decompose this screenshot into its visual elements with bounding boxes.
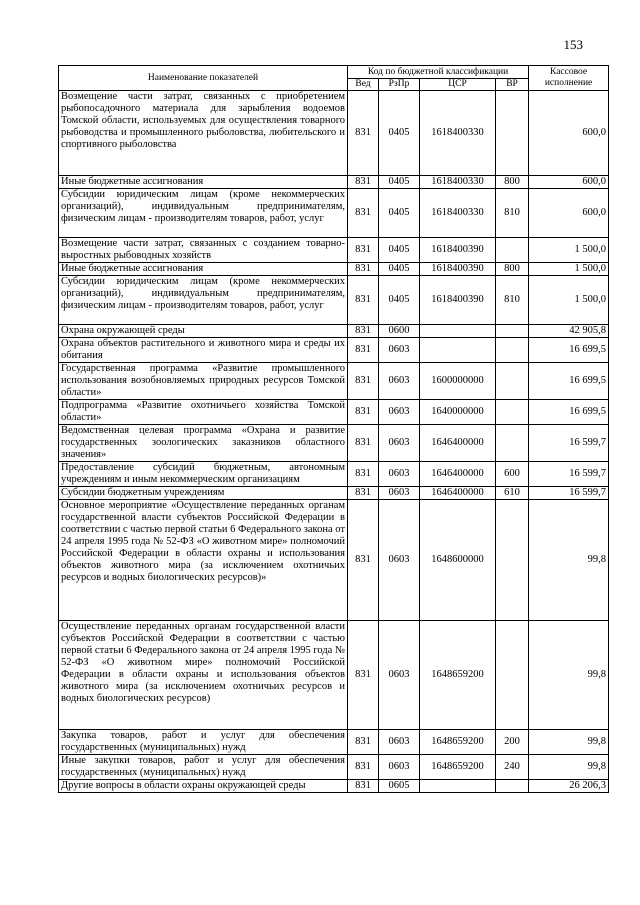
table-row	[59, 780, 609, 793]
cell-name: Субсидии юридическим лицам (кроме некоммерческих организаций), индивидуальным предпринимателям, физическим лицам - производителям товаров, работ, услуг	[59, 189, 348, 238]
cell-name: Подпрограмма «Развитие охотничьего хозяйства Томской области»	[59, 400, 348, 425]
cell-rzpr: 0603	[379, 730, 420, 755]
cell-csr: 1646400000	[420, 425, 496, 462]
cell-rzpr: 0603	[379, 487, 420, 500]
cell-vr	[496, 325, 529, 338]
cell-ved: 831	[348, 338, 379, 363]
cell-name: Иные бюджетные ассигнования	[59, 176, 348, 189]
table-row	[59, 338, 609, 363]
cell-vr	[496, 500, 529, 621]
cell-ved: 831	[348, 621, 379, 730]
cell-rzpr: 0405	[379, 263, 420, 276]
cell-amount: 600,0	[529, 189, 609, 238]
cell-amount: 99,8	[529, 730, 609, 755]
cell-vr	[496, 363, 529, 400]
cell-rzpr: 0405	[379, 176, 420, 189]
cell-csr: 1618400390	[420, 276, 496, 325]
cell-vr: 610	[496, 487, 529, 500]
header-ved: Вед	[348, 79, 379, 91]
cell-vr: 810	[496, 189, 529, 238]
cell-amount: 600,0	[529, 91, 609, 176]
cell-ved: 831	[348, 400, 379, 425]
cell-amount: 1 500,0	[529, 238, 609, 263]
cell-rzpr: 0603	[379, 500, 420, 621]
cell-name: Другие вопросы в области охраны окружающей среды	[59, 780, 348, 793]
cell-rzpr: 0405	[379, 238, 420, 263]
cell-amount: 16 699,5	[529, 363, 609, 400]
cell-csr: 1646400000	[420, 487, 496, 500]
cell-csr	[420, 325, 496, 338]
cell-ved: 831	[348, 238, 379, 263]
table-body	[59, 91, 609, 793]
cell-ved: 831	[348, 176, 379, 189]
table-row	[59, 487, 609, 500]
cell-vr	[496, 91, 529, 176]
cell-name: Закупка товаров, работ и услуг для обеспечения государственных (муниципальных) нужд	[59, 730, 348, 755]
cell-csr: 1618400330	[420, 189, 496, 238]
table-row	[59, 621, 609, 730]
cell-vr: 810	[496, 276, 529, 325]
table-row	[59, 730, 609, 755]
cell-csr: 1646400000	[420, 462, 496, 487]
cell-csr: 1618400390	[420, 263, 496, 276]
cell-rzpr: 0603	[379, 338, 420, 363]
table-row	[59, 425, 609, 462]
cell-name: Субсидии юридическим лицам (кроме некоммерческих организаций), индивидуальным предпринимателям, физическим лицам - производителям товаров, работ, услуг	[59, 276, 348, 325]
table-row	[59, 276, 609, 325]
cell-csr: 1618400330	[420, 91, 496, 176]
cell-ved: 831	[348, 462, 379, 487]
cell-amount: 16 599,7	[529, 425, 609, 462]
cell-name: Предоставление субсидий бюджетным, автономным учреждениям и иным некоммерческим организациям	[59, 462, 348, 487]
cell-amount: 16 599,7	[529, 462, 609, 487]
table-row	[59, 263, 609, 276]
cell-vr: 600	[496, 462, 529, 487]
cell-amount: 600,0	[529, 176, 609, 189]
table-row	[59, 238, 609, 263]
cell-vr	[496, 425, 529, 462]
cell-name: Охрана окружающей среды	[59, 325, 348, 338]
cell-rzpr: 0603	[379, 425, 420, 462]
cell-ved: 831	[348, 325, 379, 338]
cell-name: Субсидии бюджетным учреждениям	[59, 487, 348, 500]
cell-name: Охрана объектов растительного и животного мира и среды их обитания	[59, 338, 348, 363]
table-row	[59, 363, 609, 400]
cell-rzpr: 0603	[379, 363, 420, 400]
cell-name: Осуществление переданных органам государственной власти субъектов Российской Федерации в соответствии с частью первой статьи 6 Федерального закона от 24 апреля 1995 года № 52-ФЗ «О животном мире» полномочий Российской Федерации в области охраны и использования объектов животного мира (за исключением охотничьих ресурсов и водных биологических ресурсов)	[59, 621, 348, 730]
cell-amount: 26 206,3	[529, 780, 609, 793]
cell-csr	[420, 780, 496, 793]
cell-ved: 831	[348, 263, 379, 276]
cell-rzpr: 0600	[379, 325, 420, 338]
header-name: Наименование показателей	[59, 66, 348, 91]
cell-ved: 831	[348, 730, 379, 755]
cell-amount: 99,8	[529, 755, 609, 780]
cell-name: Иные закупки товаров, работ и услуг для обеспечения государственных (муниципальных) нужд	[59, 755, 348, 780]
header-vr: ВР	[496, 79, 529, 91]
cell-ved: 831	[348, 276, 379, 325]
table-row	[59, 462, 609, 487]
cell-csr: 1618400390	[420, 238, 496, 263]
cell-rzpr: 0603	[379, 462, 420, 487]
cell-csr: 1600000000	[420, 363, 496, 400]
cell-csr: 1648600000	[420, 500, 496, 621]
cell-name: Иные бюджетные ассигнования	[59, 263, 348, 276]
table-row	[59, 325, 609, 338]
cell-name: Основное мероприятие «Осуществление переданных органам государственной власти субъектов Российской Федерации в соответствии с частью первой статьи 6 Федерального закона от 24 апреля 1995 года № 52-ФЗ «О животном мире» полномочий Российской Федерации в области охраны и использования объектов животного мира (за исключением охотничьих ресурсов и водных биологических ресурсов)»	[59, 500, 348, 621]
cell-amount: 99,8	[529, 621, 609, 730]
cell-amount: 16 699,5	[529, 400, 609, 425]
cell-ved: 831	[348, 363, 379, 400]
cell-rzpr: 0405	[379, 276, 420, 325]
cell-rzpr: 0603	[379, 755, 420, 780]
header-amount: Кассовое исполнение	[529, 66, 609, 91]
cell-csr	[420, 338, 496, 363]
cell-rzpr: 0603	[379, 621, 420, 730]
cell-vr	[496, 238, 529, 263]
table-row	[59, 176, 609, 189]
cell-ved: 831	[348, 425, 379, 462]
cell-vr: 240	[496, 755, 529, 780]
cell-amount: 99,8	[529, 500, 609, 621]
budget-table	[58, 65, 609, 793]
cell-vr: 800	[496, 263, 529, 276]
cell-amount: 1 500,0	[529, 263, 609, 276]
cell-rzpr: 0605	[379, 780, 420, 793]
header-csr: ЦСР	[420, 79, 496, 91]
cell-name: Возмещение части затрат, связанных с приобретением рыбопосадочного материала для зарыбления водоемов Томской области, используемых для осуществления товарного рыбоводства и промышленного рыболовства, любительского и спортивного рыболовства	[59, 91, 348, 176]
cell-name: Возмещение части затрат, связанных с созданием товарно-выростных рыбоводных хозяйств	[59, 238, 348, 263]
cell-ved: 831	[348, 500, 379, 621]
cell-vr	[496, 780, 529, 793]
cell-ved: 831	[348, 189, 379, 238]
cell-vr	[496, 338, 529, 363]
cell-csr: 1648659200	[420, 755, 496, 780]
cell-ved: 831	[348, 780, 379, 793]
cell-rzpr: 0405	[379, 91, 420, 176]
cell-name: Ведомственная целевая программа «Охрана и развитие государственных зоологических заказников областного значения»	[59, 425, 348, 462]
cell-amount: 16 599,7	[529, 487, 609, 500]
cell-amount: 1 500,0	[529, 276, 609, 325]
cell-rzpr: 0405	[379, 189, 420, 238]
cell-name: Государственная программа «Развитие промышленного использования возобновляемых природных ресурсов Томской области»	[59, 363, 348, 400]
cell-csr: 1648659200	[420, 730, 496, 755]
cell-amount: 42 905,8	[529, 325, 609, 338]
header-code-group: Код по бюджетной классификации	[348, 66, 529, 79]
cell-ved: 831	[348, 755, 379, 780]
cell-rzpr: 0603	[379, 400, 420, 425]
cell-vr: 800	[496, 176, 529, 189]
cell-ved: 831	[348, 487, 379, 500]
page-number: 153	[563, 37, 583, 52]
cell-ved: 831	[348, 91, 379, 176]
table-row	[59, 500, 609, 621]
table-row	[59, 400, 609, 425]
cell-amount: 16 699,5	[529, 338, 609, 363]
cell-vr	[496, 621, 529, 730]
table-row	[59, 91, 609, 176]
cell-csr: 1618400330	[420, 176, 496, 189]
table-row	[59, 189, 609, 238]
cell-csr: 1648659200	[420, 621, 496, 730]
cell-vr	[496, 400, 529, 425]
header-rzpr: РзПр	[379, 79, 420, 91]
cell-vr: 200	[496, 730, 529, 755]
table-header	[59, 66, 609, 91]
table-row	[59, 755, 609, 780]
cell-csr: 1640000000	[420, 400, 496, 425]
